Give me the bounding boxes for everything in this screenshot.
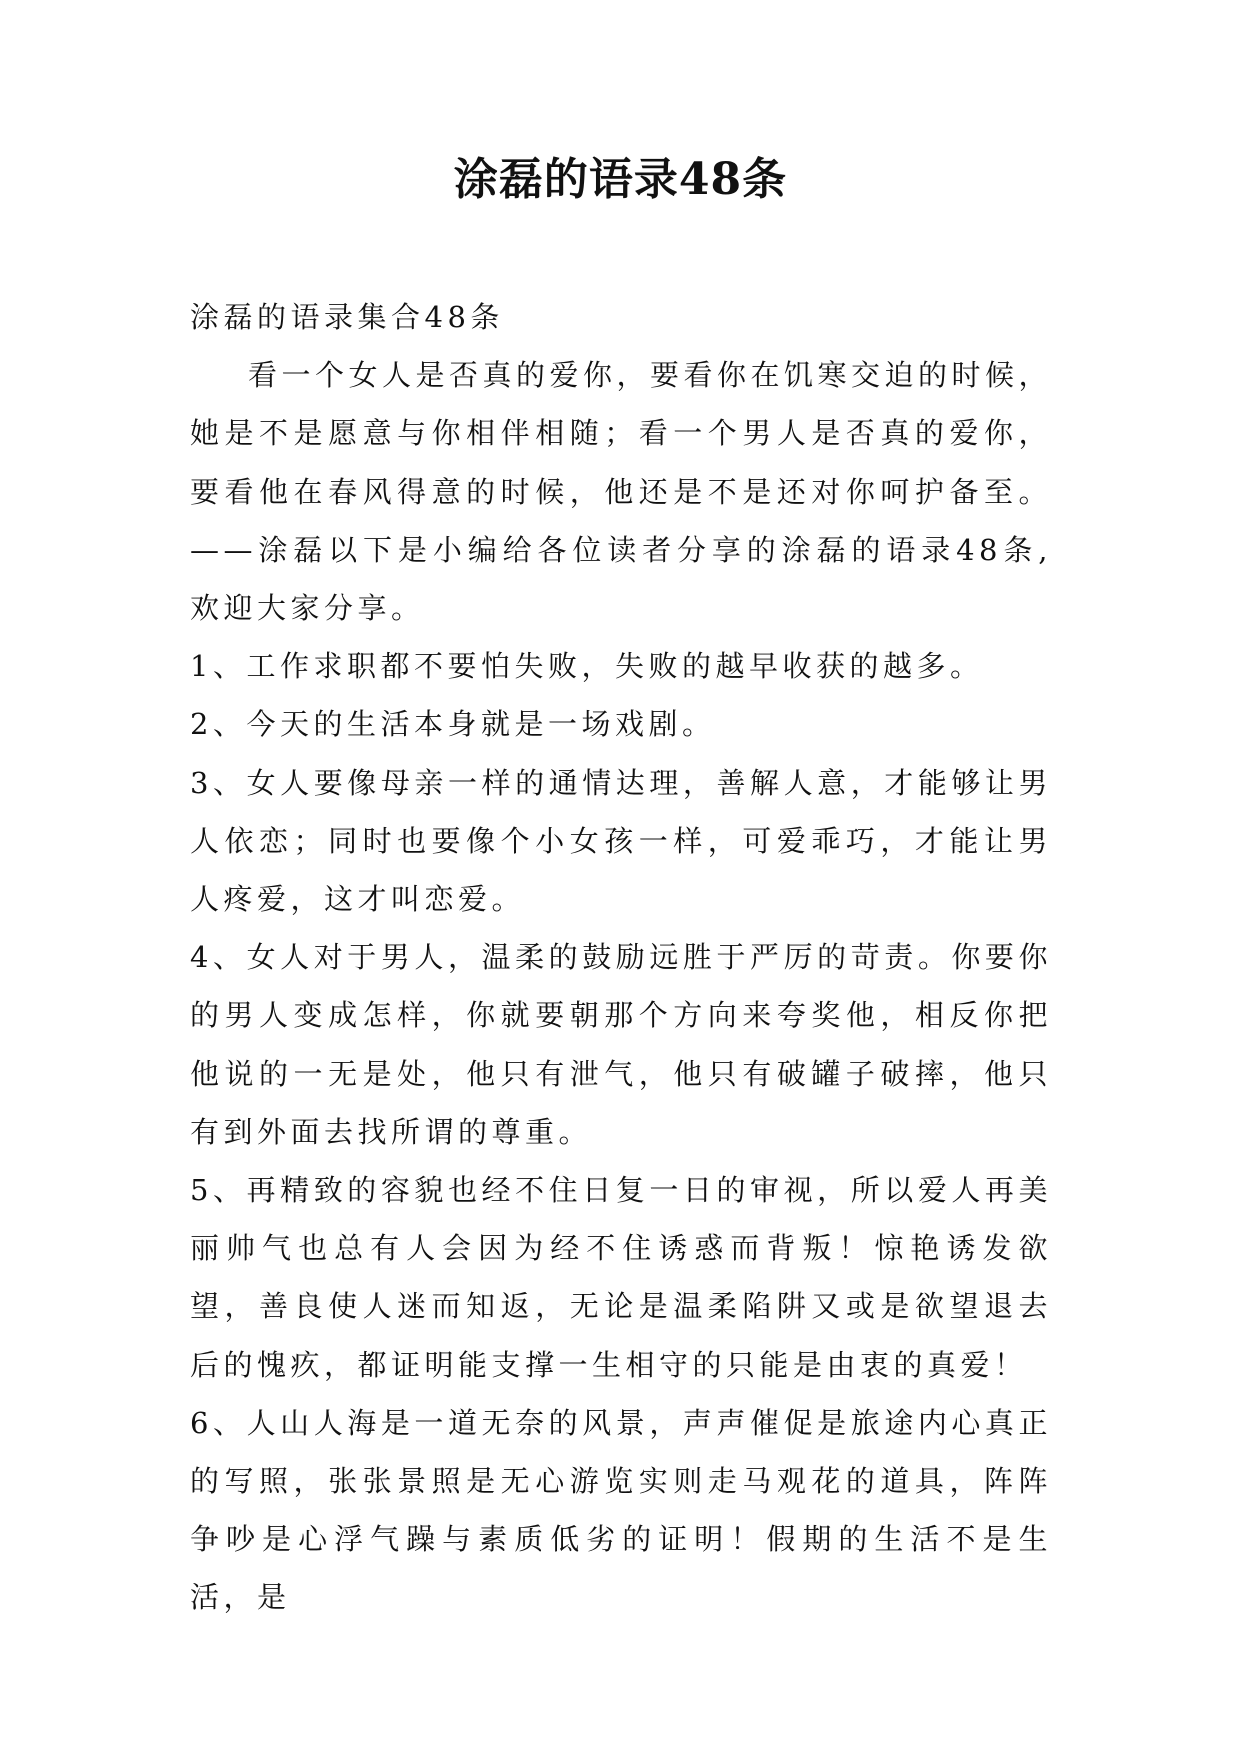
quote-item-3: 3、女人要像母亲一样的通情达理，善解人意，才能够让男人依恋；同时也要像个小女孩一样，可爱乖巧，才能让男人疼爱，这才叫恋爱。 bbox=[190, 765, 1052, 917]
document-subtitle: 涂磊的语录集合48条 bbox=[190, 300, 504, 334]
document-title: 涂磊的语录48条 bbox=[453, 154, 788, 205]
intro-paragraph: 看一个女人是否真的爱你，要看你在饥寒交迫的时候，她是不是愿意与你相伴相随；看一个男人是否真的爱你，要看他在春风得意的时候，他还是不是还对你呵护备至。——涂磊以下是小编给各位读者分享的涂磊的语录48条,欢迎大家分享。 bbox=[190, 358, 1053, 626]
quote-item-5: 5、再精致的容貌也经不住日复一日的审视，所以爱人再美丽帅气也总有人会因为经不住诱惑而背叛！惊艳诱发欲望，善良使人迷而知返，无论是温柔陷阱又或是欲望退去后的愧疚，都证明能支撑一生相守的只能是由衷的真爱！ bbox=[190, 1173, 1052, 1382]
quote-item-1: 1、工作求职都不要怕失败，失败的越早收获的越多。 bbox=[190, 649, 984, 684]
quote-item-6: 6、人山人海是一道无奈的风景，声声催促是旅途内心真正的写照，张张景照是无心游览实则走马观花的道具，阵阵争吵是心浮气躁与素质低劣的证明！假期的生活不是生活，是 bbox=[190, 1405, 1052, 1615]
document-body bbox=[190, 288, 1052, 1627]
quote-item-4: 4、女人对于男人，温柔的鼓励远胜于严厉的苛责。你要你的男人变成怎样，你就要朝那个方向来夸奖他，相反你把他说的一无是处，他只有泄气，他只有破罐子破摔，他只有到外面去找所谓的尊重。 bbox=[190, 940, 1052, 1149]
quote-item-2: 2、今天的生活本身就是一场戏剧。 bbox=[190, 707, 716, 742]
